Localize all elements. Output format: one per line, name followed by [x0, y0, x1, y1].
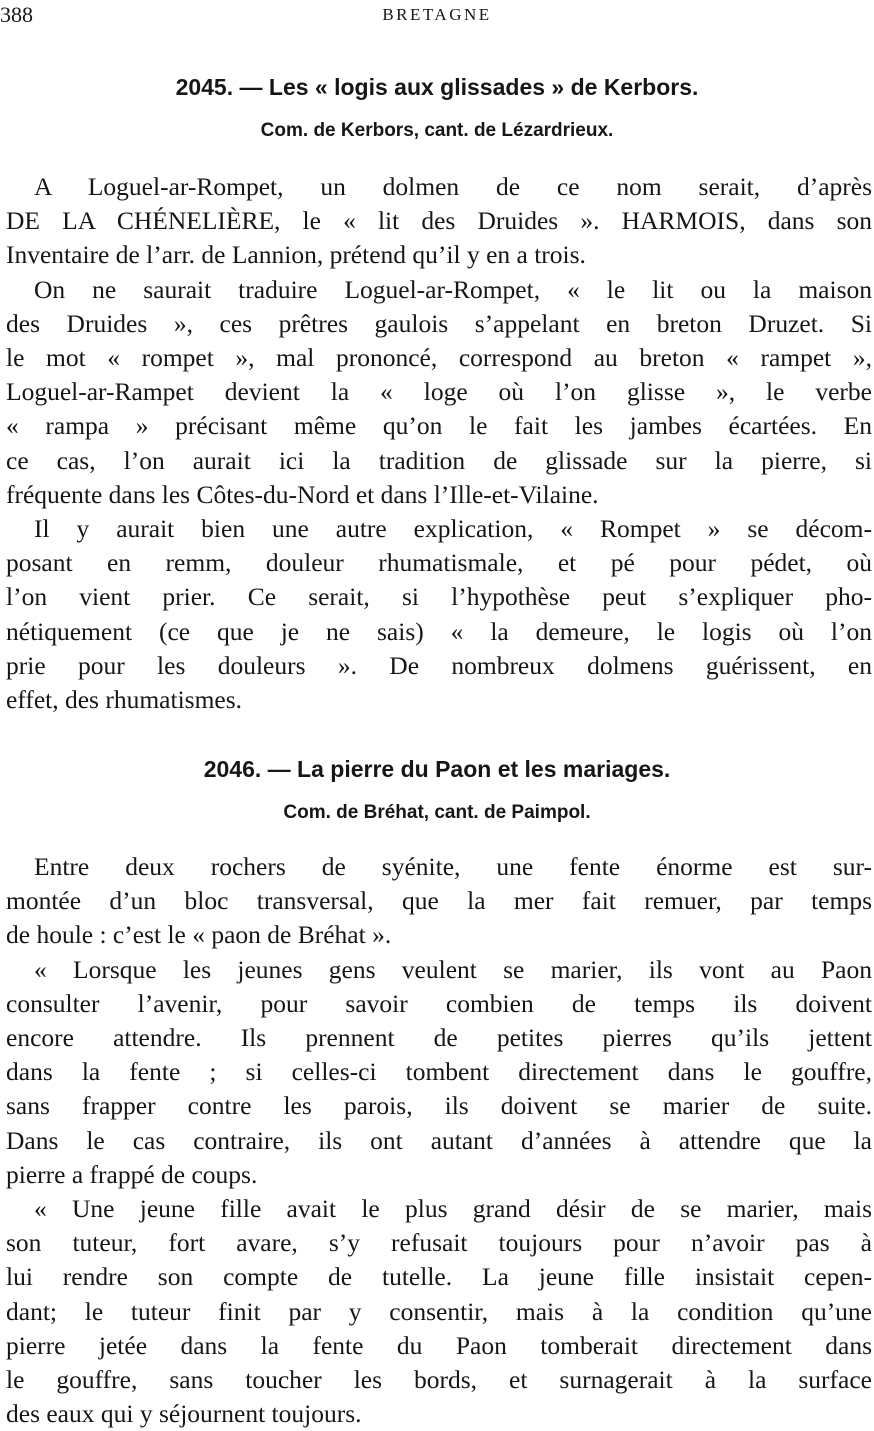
paragraph-2045-3	[6, 512, 872, 717]
paragraph-2045-1	[6, 170, 872, 273]
text-line: A Loguel-ar-Rompet, un dolmen de ce nom serait, d’après	[34, 172, 872, 201]
text-line: sans frapper contre les parois, ils doivent se marier de suite.	[6, 1091, 872, 1121]
text-line: lui rendre son compte de tutelle. La jeune fille insistait cepen-	[6, 1262, 872, 1292]
text-line: pierre a frappé de coups.	[6, 1159, 258, 1189]
running-head	[0, 2, 874, 32]
text-line: des eaux qui y séjournent toujours.	[6, 1399, 362, 1429]
text-line: « rampa » précisant même qu’on le fait les jambes écartées. En	[6, 411, 872, 441]
section-subtitle-2046: Com. de Bréhat, cant. de Paimpol.	[283, 802, 591, 823]
section-subtitle-2045: Com. de Kerbors, cant. de Lézardrieux.	[260, 120, 614, 141]
text-line: fréquente dans les Côtes-du-Nord et dans l’Ille-et-Vilaine.	[6, 479, 599, 509]
text-line: DE LA CHÉNELIÈRE, le « lit des Druides ». HARMOIS, dans son	[6, 206, 872, 236]
text-line: dans la fente ; si celles-ci tombent directement dans le gouffre,	[6, 1057, 872, 1087]
text-line: Inventaire de l’arr. de Lannion, prétend qu’il y en a trois.	[6, 240, 586, 270]
text-line: consulter l’avenir, pour savoir combien de temps ils doivent	[6, 988, 872, 1018]
text-line: le mot « rompet », mal prononcé, correspond au breton « rampet »,	[6, 343, 872, 372]
text-line: ce cas, l’on aurait ici la tradition de glissade sur la pierre, si	[6, 445, 872, 475]
text-line: « Une jeune fille avait le plus grand désir de se marier, mais	[34, 1194, 872, 1223]
text-line: posant en remm, douleur rhumatismale, et pé pour pédet, où	[6, 548, 872, 578]
text-line: Il y aurait bien une autre explication, « Rompet » se décom-	[34, 514, 872, 543]
text-line: nétiquement (ce que je ne sais) « la demeure, le logis où l’on	[6, 616, 872, 646]
text-line: effet, des rhumatismes.	[6, 685, 243, 715]
text-line: dant; le tuteur finit par y consentir, mais à la condition qu’une	[6, 1296, 872, 1326]
text-line: de houle : c’est le « paon de Bréhat ».	[6, 920, 392, 950]
section-title-2046: 2046. — La pierre du Paon et les mariages.	[203, 756, 671, 782]
page-number: 388	[0, 2, 33, 27]
text-line: « Lorsque les jeunes gens veulent se marier, ils vont au Paon	[34, 954, 872, 984]
text-line: Entre deux rochers de syénite, une fente énorme est sur-	[34, 852, 872, 881]
section-title-2045: 2045. — Les « logis aux glissades » de Kerbors.	[175, 74, 699, 100]
text-line: son tuteur, fort avare, s’y refusait toujours pour n’avoir pas à	[6, 1228, 872, 1258]
text-line: encore attendre. Ils prennent de petites pierres qu’ils jettent	[6, 1023, 872, 1052]
text-line: On ne saurait traduire Loguel-ar-Rompet, « le lit ou la maison	[34, 274, 872, 304]
running-title: BRETAGNE	[382, 5, 492, 24]
text-line: Dans le cas contraire, ils ont autant d’années à attendre que la	[6, 1125, 872, 1155]
text-line: le gouffre, sans toucher les bords, et surnagerait à la surface	[6, 1365, 872, 1395]
text-line: montée d’un bloc transversal, que la mer fait remuer, par temps	[6, 886, 872, 916]
text-line: prie pour les douleurs ». De nombreux dolmens guérissent, en	[6, 650, 872, 680]
paragraph-2045-2	[6, 273, 872, 512]
paragraph-2046-1	[6, 850, 872, 953]
text-line: des Druides », ces prêtres gaulois s’appelant en breton Druzet. Si	[6, 308, 872, 338]
paragraph-2046-2	[6, 953, 872, 1192]
text-line: pierre jetée dans la fente du Paon tomberait directement dans	[6, 1330, 872, 1360]
text-line: Loguel-ar-Rampet devient la « loge où l’on glisse », le verbe	[6, 377, 872, 407]
paragraph-2046-3	[6, 1192, 872, 1431]
text-line: l’on vient prier. Ce serait, si l’hypothèse peut s’expliquer pho-	[6, 582, 872, 612]
